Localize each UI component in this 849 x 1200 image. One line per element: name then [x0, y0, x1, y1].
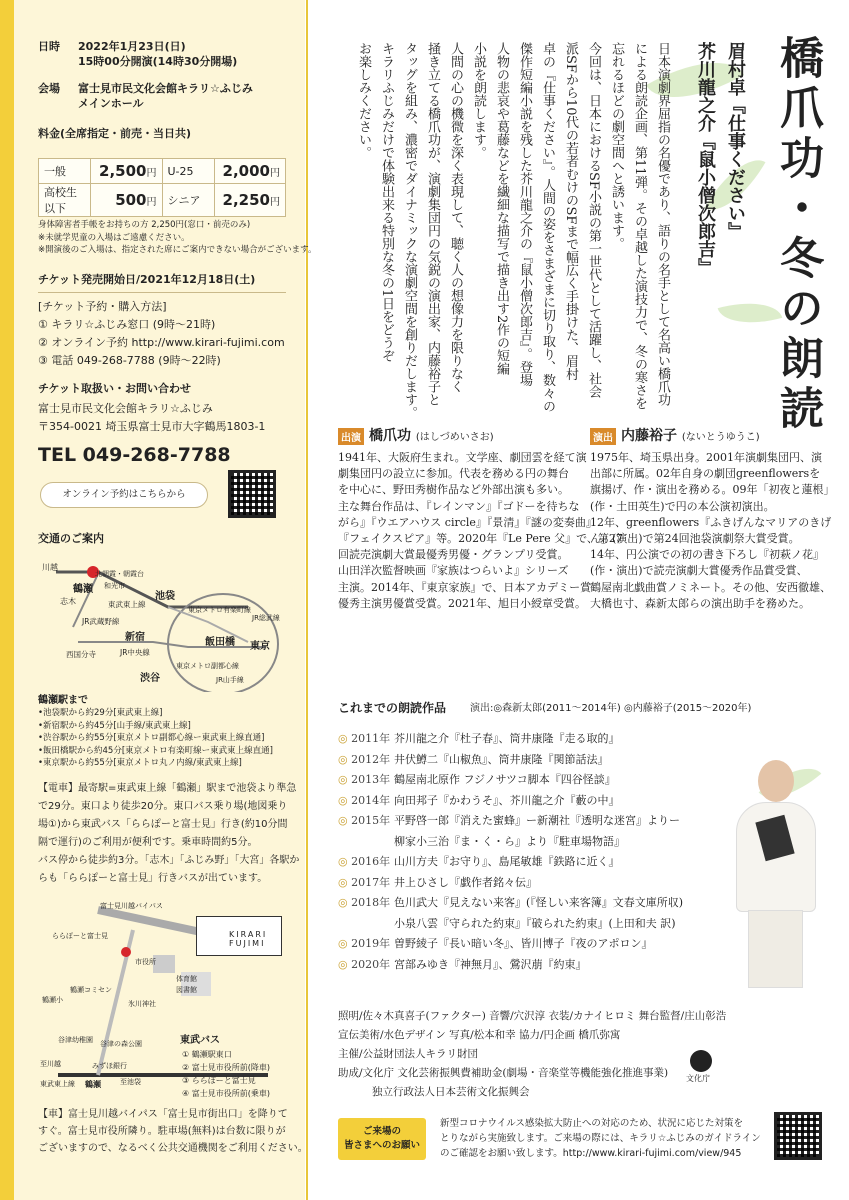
history-item [338, 833, 625, 849]
map-label-nishikokubunji: 西国分寺 [66, 650, 96, 659]
fee-table [38, 158, 286, 217]
intro-line: による朗読企画、第11弾。その卓越した演技力で、冬の寒さを [632, 42, 647, 410]
history-year: ◎ 2019年 [338, 935, 394, 951]
map-label-shibuya: 渋谷 [140, 673, 160, 684]
map-label-sobu: JR総武線 [252, 614, 280, 622]
map2-bank: みずほ銀行 [92, 1062, 127, 1070]
bio-line: を中心に、野田秀樹作品など外部出演も多い。 [338, 483, 569, 497]
history-item [338, 853, 620, 869]
to-tsuruse-heading: 鶴瀬駅まで [38, 695, 88, 706]
jr-chuo-line [78, 642, 266, 647]
notice-badge [338, 1118, 426, 1160]
map2-tsuruse: 鶴瀬 [85, 1080, 101, 1089]
sale-date: チケット発売開始日/2021年12月18日(土) [38, 273, 256, 286]
map2-comcenter: 鶴瀬コミセン [70, 986, 112, 994]
work-2: 芥川龍之介『鼠小僧次郎吉』 [695, 42, 716, 276]
car-line: 【車】富士見川越バイパス「富士見市街出口」を降りて [38, 1109, 288, 1120]
venue-label: 会場 [38, 82, 60, 95]
map-label-shiki: 志木 [60, 597, 76, 606]
history-work: 向田邦子『かわうそ』、芥川龍之介『藪の中』 [394, 793, 620, 807]
contact-heading: チケット取扱い・お問い合わせ [38, 382, 192, 395]
map2-kindergarten: 谷津幼稚園 [58, 1036, 93, 1044]
history-work: 柳家小三治『ま・く・ら』より『駐車場物語』 [394, 834, 625, 848]
price-value: 500 [115, 191, 147, 209]
qr-code-icon[interactable] [228, 470, 276, 518]
history-year: ◎ 2016年 [338, 853, 394, 869]
history-item [338, 751, 609, 767]
map-label-kawagoe: 川越 [42, 563, 58, 572]
howto-window: ① キラリ☆ふじみ窓口 (9時〜21時) [38, 318, 216, 331]
map-label-tokyo: 東京 [250, 641, 270, 652]
history-year: ◎ 2017年 [338, 874, 394, 890]
fee-cell [91, 184, 163, 217]
fee-note-1: 身体障害者手帳をお持ちの方 2,250円(窓口・前売のみ) [38, 220, 251, 230]
history-work: 平野啓一郎『消えた蜜蜂』ー新潮社『透明な迷宮』よりー [394, 814, 680, 827]
map-label-asaka: 北朝霞・朝霞台 [95, 570, 144, 578]
car-line: すぐ。富士見市役所隣り。駐車場(無料)は台数に限りが [38, 1126, 286, 1137]
bio-line: 1941年、大阪府生まれ。文学座、劇団雲を経て演 [338, 451, 587, 464]
notice-line: のご確認をお願い致します。http://www.kirari-fujimi.com/view/945 [440, 1148, 742, 1159]
history-work: 宮部みゆき『神無月』、鶯沢萠『約束』 [394, 957, 587, 971]
bio-line: 旗揚げ、作・演出を務める。09年「初夜と蓮根」 [590, 483, 835, 497]
map-label-fukutoshin: 東京メトロ副都心線 [176, 662, 239, 670]
history-item [338, 771, 616, 787]
bio-line: 鶴屋南北戯曲賞ノミネート。その他、安西徹雄、 [590, 580, 832, 594]
price-unit: 円 [146, 197, 157, 208]
howto-online[interactable]: ② オンライン予約 http://www.kirari-fujimi.com [38, 336, 285, 349]
performer-name: 橋爪功 [369, 428, 411, 444]
history-work: 井伏鱒二『山椒魚』、筒井康隆『関節話法』 [394, 752, 609, 766]
bio-line: (作・演出)で読売演劇大賞優秀作品賞受賞、 [590, 564, 808, 578]
history-item [338, 935, 653, 951]
director-heading [590, 425, 760, 445]
map2-cityhall: 市役所 [135, 958, 156, 966]
notice-line: とりながら実施致します。ご来場の際には、キラリ☆ふじみのガイドライン [440, 1133, 761, 1144]
date-label: 日時 [38, 40, 60, 53]
map-label-shinjuku: 新宿 [125, 632, 145, 643]
bio-line: 『フェイクスピア』等。2020年『Le Pere 父』で、第27 [338, 532, 623, 546]
intro-line: 人間の心の機微を深く表現して、聴く人の想像力を限りなく [448, 42, 463, 393]
history-item [338, 730, 620, 746]
column-divider [306, 0, 308, 1200]
intro-line: 傑作短編小説を残した芥川龍之介の『鼠小僧次郎吉』。登場 [517, 42, 532, 387]
map-label-tsuruse: 鶴瀬 [73, 584, 93, 595]
kirari-logo [196, 916, 282, 956]
divider [38, 292, 286, 293]
performer-tag: 出演 [338, 428, 364, 445]
intro-line: 忘れるほどの劇空間へと誘います。 [609, 42, 624, 250]
map2-to-kawagoe: 至川越 [40, 1060, 61, 1068]
price-unit: 円 [146, 168, 157, 179]
fee-cell: シニア [162, 184, 214, 217]
page-title: 橋爪功・冬の朗読 [772, 35, 823, 435]
time-value: 15時00分開演(14時30分開場) [78, 55, 238, 68]
director-kana: (ないとうゆうこ) [681, 432, 760, 443]
logo-text: KIRARI FUJIMI [229, 930, 268, 948]
bus-stop-marker [121, 947, 131, 957]
route-item: •飯田橋駅から約45分[東京メトロ有楽町線ー東武東上線直通] [38, 745, 273, 756]
bio-line: 出部に所属。02年自身の劇団greenflowersを [590, 467, 821, 481]
map2-lalaport: ららぽーと富士見 [52, 932, 108, 940]
route-item: •東京駅から約55分[東京メトロ丸ノ内線/東武東上線] [38, 758, 242, 768]
map-label-ikebukuro: 池袋 [155, 591, 175, 602]
history-work: 曽野綾子『長い暗い冬』、皆川博子『夜のアポロン』 [394, 937, 653, 950]
performer-heading [338, 425, 494, 445]
photo-legs [748, 910, 803, 988]
history-directors: 演出:◎森新太郎(2011〜2014年) ◎内藤裕子(2015〜2020年) [470, 703, 752, 714]
fee-note-2: ※未就学児童の入場はご遠慮ください。 [38, 233, 190, 243]
history-year: ◎ 2015年 [338, 812, 394, 828]
credit-line: 宣伝美術/水色デザイン 写真/松本和幸 協力/円企画 橋爪弥寓 [338, 1029, 621, 1041]
howto-phone: ③ 電話 049-268-7788 (9時〜22時) [38, 354, 221, 367]
route-item: •渋谷駅から約55分[東京メトロ副都心線ー東武東上線直通] [38, 733, 265, 743]
history-year: ◎ 2012年 [338, 751, 394, 767]
map2-park: 谷津の森公園 [100, 1040, 142, 1048]
qr-code-icon[interactable] [774, 1112, 822, 1160]
venue-hall: メインホール [78, 97, 144, 110]
fee-cell: 一般 [39, 159, 91, 184]
director-name: 内藤裕子 [621, 428, 677, 444]
venue-name: 富士見市民文化会館キラリ☆ふじみ [78, 82, 253, 95]
date-value: 2022年1月23日(日) [78, 40, 186, 53]
sidebar-stripe [0, 0, 14, 1200]
access-heading: 交通のご案内 [38, 532, 104, 545]
map-label-musashino: JR武蔵野線 [82, 617, 120, 626]
intro-line: 卓の『仕事ください』。人間の姿をさまざまに切り取り、数々の [540, 42, 555, 413]
intro-line: キラリふじみだけで体験出来る特別な冬の1日をどうぞ [379, 42, 394, 363]
intro-line: 小説を朗読します。 [471, 42, 486, 159]
history-year: ◎ 2013年 [338, 771, 394, 787]
bio-line: 劇集団円の設立に参加。代表を務める円の舞台 [338, 467, 569, 481]
history-work: 小泉八雲『守られた約束』『破られた約束』(上田和夫 訳) [394, 916, 676, 930]
agency-name: 文化庁 [686, 1074, 710, 1083]
performer-kana: (はしづめいさお) [415, 432, 494, 443]
train-line: バス停から徒歩約3分。「志木」「ふじみ野」「大宮」各駅か [38, 855, 300, 866]
contact-org: 富士見市民文化会館キラリ☆ふじみ [38, 402, 213, 415]
history-work: 芥川龍之介『杜子春』、筒井康隆『走る取的』 [394, 732, 620, 745]
fee-cell [214, 184, 286, 217]
bio-line: 主演。2014年、『東京家族』で、日本アカデミー賞 [338, 580, 592, 594]
history-year: ◎ 2018年 [338, 894, 394, 910]
intro-line: タッグを組み、濃密でダイナミックな演劇空間を創りだします。 [402, 42, 417, 419]
map-label-iidabashi: 飯田橋 [205, 637, 235, 648]
train-line: 【電車】最寄駅=東武東上線「鶴瀬」駅まで池袋より準急 [38, 783, 297, 794]
map-label-wakoshi: 和光市 [104, 582, 125, 590]
bio-line: 14年、円公演での初の書き下ろし『初萩ノ花』 [590, 548, 824, 562]
route-map [38, 552, 288, 692]
history-year: ◎ 2020年 [338, 956, 394, 972]
fee-row [39, 184, 286, 217]
map-label-yamanote: JR山手線 [216, 676, 244, 684]
work-1: 眉村卓『仕事ください』 [725, 42, 746, 240]
map-label-yurakucho: 東京メトロ有楽町線 [188, 606, 251, 614]
intro-line: 日本演劇界屈指の名優であり、語りの名手として名高い橋爪功 [655, 42, 670, 406]
intro-line: 掻き立てる橋爪功が、演劇集団円の気鋭の演出家、内藤裕子と [425, 42, 440, 406]
intro-line: 人物の悲哀や葛藤などを繊細な描写で描き出す2作の短編 [494, 42, 509, 376]
bus-stop: ④ 富士見市役所前(乗車) [182, 1089, 270, 1098]
bio-line: 1975年、埼玉県出身。2001年演劇集団円、演 [590, 451, 822, 464]
contact-tel: TEL 049-268-7788 [38, 444, 231, 466]
photo-head [758, 760, 794, 802]
director-bio [590, 450, 835, 612]
car-line: ございますので、なるべく公共交通機関をご利用ください。 [38, 1143, 308, 1154]
fee-cell [214, 159, 286, 184]
route-item: •池袋駅から約29分[東武東上線] [38, 708, 163, 718]
fee-note-3: ※開演後のご入場は、指定された席にご案内できない場合がございます。 [38, 245, 317, 255]
price-value: 2,000 [222, 162, 270, 180]
credit-line: 独立行政法人日本芸術文化振興会 [372, 1086, 530, 1098]
map2-library: 図書館 [176, 986, 197, 994]
fee-cell [91, 159, 163, 184]
intro-line: お楽しみください。 [356, 42, 371, 159]
credit-line: 照明/佐々木真喜子(ファクター) 音響/穴沢淳 衣装/カナイヒロミ 舞台監督/庄山彰浩 [338, 1010, 727, 1022]
performer-bio [338, 450, 623, 612]
contact-address: 〒354-0021 埼玉県富士見市大字鶴馬1803-1 [38, 420, 266, 433]
fee-cell: U-25 [162, 159, 214, 184]
history-year: ◎ 2014年 [338, 792, 394, 808]
agency-logo-icon [690, 1050, 712, 1072]
bio-line: 山田洋次監督映画『家族はつらいよ』シリーズ [338, 564, 569, 578]
fee-row [39, 159, 286, 184]
map2-railway: 東武東上線 [40, 1080, 75, 1088]
online-reservation-button[interactable]: オンライン予約はこちらから [40, 482, 208, 508]
notice-line: 新型コロナウイルス感染拡大防止への対応のため、状況に応じた対策を [440, 1118, 744, 1129]
price-value: 2,500 [99, 162, 147, 180]
train-line: らも「ららぽーと富士見」行きバスが出ています。 [38, 873, 268, 884]
bio-line: 回読売演劇大賞最優秀男優・グランプリ受賞。 [338, 548, 569, 562]
city-hall-building [153, 955, 175, 973]
bus-stop: ② 富士見市役所前(降車) [182, 1063, 270, 1072]
map2-gym: 体育館 [176, 975, 197, 983]
map2-to-ikebukuro: 至池袋 [120, 1078, 141, 1086]
bio-line: ん』(演出)で第24回池袋演劇祭大賞受賞。 [590, 532, 800, 546]
bio-line: がら』『ウエアハウス circle』『景清』『謎の変奏曲』 [338, 515, 597, 529]
bus-stop: ① 鶴瀬駅東口 [182, 1050, 232, 1059]
map2-shrine: 氷川神社 [128, 1000, 156, 1008]
history-work: 井上ひさし『戯作者銘々伝』 [394, 875, 537, 889]
history-year: ◎ 2011年 [338, 730, 394, 746]
bio-line: (作・土田英生)で円の本公演初演出。 [590, 499, 775, 513]
howto-heading: [チケット予約・購入方法] [38, 300, 167, 313]
history-item [338, 874, 537, 890]
price-unit: 円 [270, 197, 280, 208]
credit-line: 主催/公益財団法人キラリ財団 [338, 1048, 479, 1060]
price-value: 2,250 [222, 191, 270, 209]
bio-line: 大橋也寸、森新太郎らの演出助手を務めた。 [590, 596, 810, 610]
bio-line: 主な舞台作品は、『レインマン』『ゴドーを待ちな [338, 499, 580, 513]
route-item: •新宿駅から約45分[山手線/東武東上線] [38, 720, 191, 731]
notice-label-2: 皆さまへのお願い [343, 1140, 420, 1151]
train-line: で29分。東口より徒歩20分。東口バス乗り場(地図乗り [38, 801, 288, 812]
history-item [338, 894, 683, 910]
price-unit: 円 [270, 168, 280, 179]
history-item [338, 812, 680, 828]
history-work: 色川武大『見えない来客』(『怪しい来客簿』文春文庫所収) [394, 896, 684, 909]
map-label-tobutojo: 東武東上線 [108, 600, 146, 609]
map2-school: 鶴瀬小 [42, 996, 63, 1004]
map2-bypass: 富士見川越バイパス [100, 902, 163, 910]
notice-label-1: ご来場の [362, 1126, 401, 1137]
fee-cell: 高校生以下 [39, 184, 91, 217]
fee-heading: 料金(全席指定・前売・当日共) [38, 127, 192, 140]
bus-heading: 東武バス [180, 1035, 220, 1046]
performer-photo [728, 760, 828, 990]
bus-stop: ③ ららぽーと富士見 [182, 1076, 256, 1085]
director-tag: 演出 [590, 428, 616, 445]
intro-line: 今回は、日本におけるSF小説の第一世代として活躍し、社会 [586, 42, 601, 398]
history-item [338, 956, 587, 972]
history-item [338, 915, 676, 931]
intro-line: 派SFから10代の若者むけのSFまで幅広く手掛けた、眉村 [563, 42, 578, 381]
history-work: 山川方夫『お守り』、島尾敏雄『鉄路に近く』 [394, 855, 620, 868]
bio-line: 12年、greenflowers『ふきげんなマリアのきげ [590, 515, 832, 529]
credit-line: 助成/文化庁 文化芸術振興費補助金(劇場・音楽堂等機能強化推進事業) [338, 1067, 669, 1079]
train-line: 隔で運行)のご利用が便利です。乗車時間約5分。 [38, 837, 258, 848]
bio-line: 優秀主演男優賞受賞。2021年、旭日小綬章受賞。 [338, 596, 586, 610]
history-work: 鶴屋南北原作 フジノサツコ脚本『四谷怪談』 [394, 773, 616, 786]
train-line: 場①)から東武バス「ららぽーと富士見」行き(約10分間 [38, 819, 288, 830]
history-heading: これまでの朗読作品 [338, 701, 447, 715]
map-label-chuo: JR中央線 [120, 648, 150, 657]
history-item [338, 792, 620, 808]
